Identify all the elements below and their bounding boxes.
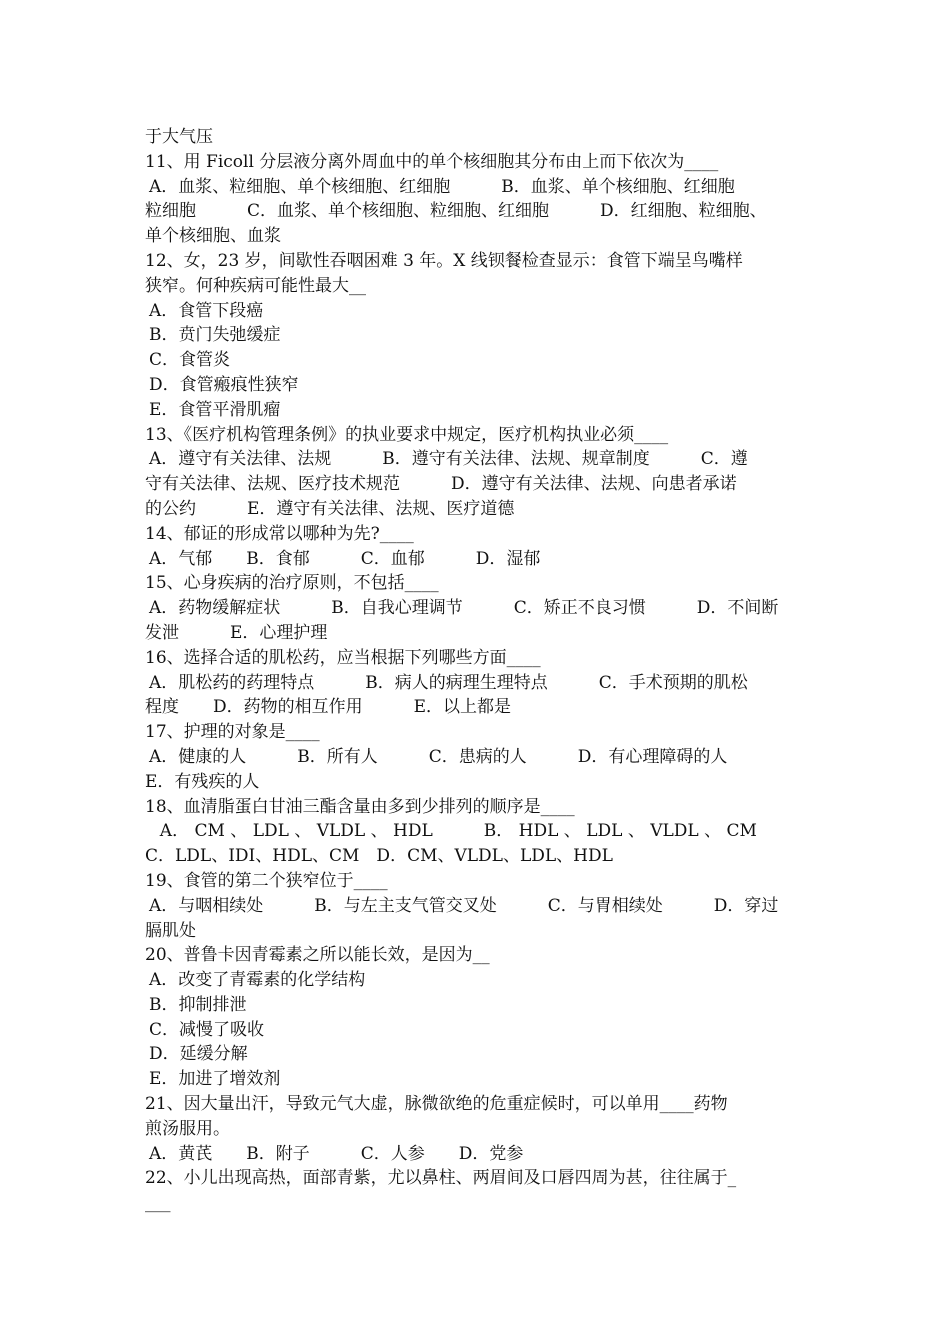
question-text-line: 22、小儿出现高热，面部青紫，尤以鼻柱、两眉间及口唇四周为甚，往往属于_ [145,1168,737,1189]
question-text-line: E．有残疾的人 [145,771,260,792]
question-text-line: 膈肌处 [145,920,196,941]
answer-option-line: C．减慢了吸收 [149,1019,265,1040]
question-text-line: 12、女，23 岁，间歇性吞咽困难 3 年。X 线钡餐检查显示：食管下端呈鸟嘴样 [145,250,743,271]
question-text-line: 粒细胞 C．血浆、单个核细胞、粒细胞、红细胞 D．红细胞、粒细胞、 [145,201,767,222]
answer-option-line: A．与咽相续处 B．与左主支气管交叉处 C．与胃相续处 D．穿过 [149,895,779,916]
answer-option-line: A．肌松药的药理特点 B．病人的病理生理特点 C．手术预期的肌松 [149,672,748,693]
question-text-line: ___ [145,1193,171,1214]
question-text-line: 19、食管的第二个狭窄位于____ [145,870,388,891]
answer-option-line: A．健康的人 B．所有人 C．患病的人 D．有心理障碍的人 [149,746,728,767]
question-text-line: 程度 D．药物的相互作用 E．以上都是 [145,697,512,718]
question-text-line: 单个核细胞、血浆 [145,226,281,247]
answer-option-line: E．食管平滑肌瘤 [149,399,281,420]
question-text-line: 煎汤服用。 [145,1118,230,1139]
answer-option-line: B．贲门失弛缓症 [149,325,281,346]
answer-option-line: B．抑制排泄 [149,994,247,1015]
question-text-line: 17、护理的对象是____ [145,722,320,743]
question-text-line: 于大气压 [145,127,213,147]
answer-option-line: A．黄芪 B．附子 C．人参 D．党参 [149,1143,524,1164]
question-text-line: 20、普鲁卡因青霉素之所以能长效，是因为__ [145,945,490,966]
question-text-line: 18、血清脂蛋白甘油三酯含量由多到少排列的顺序是____ [145,796,575,817]
answer-option-line: A．药物缓解症状 B．自我心理调节 C．矫正不良习惯 D．不间断 [149,598,779,619]
answer-option-line: A．食管下段癌 [149,300,264,321]
question-text-line: 21、因大量出汗，导致元气大虚，脉微欲绝的危重症候时，可以单用____药物 [145,1094,728,1115]
answer-option-line: A． CM 、 LDL 、 VLDL 、 HDL B． HDL 、 LDL 、 VLDL 、 CM [149,821,757,842]
question-text-line: 13、《医疗机构管理条例》的执业要求中规定，医疗机构执业必须____ [145,424,669,445]
answer-option-line: D．延缓分解 [149,1044,248,1065]
answer-option-line: A．血浆、粒细胞、单个核细胞、红细胞 B．血浆、单个核细胞、红细胞 [149,176,735,197]
question-text-line: 15、心身疾病的治疗原则，不包括____ [145,573,439,594]
question-text-line: 11、用 Ficoll 分层液分离外周血中的单个核细胞其分布由上而下依次为____ [145,151,719,172]
answer-option-line: C．食管炎 [149,350,231,371]
answer-option-line: A．气郁 B．食郁 C．血郁 D．湿郁 [149,548,541,569]
question-text-line: 狭窄。何种疾病可能性最大__ [145,275,366,296]
document-page [145,125,810,1216]
question-text-line: 的公约 E．遵守有关法律、法规、医疗道德 [145,498,515,519]
answer-option-line: A．改变了青霉素的化学结构 [149,970,366,991]
question-text-line: 14、郁证的形成常以哪种为先?____ [145,523,414,544]
answer-option-line: E．加进了增效剂 [149,1069,281,1090]
answer-option-line: D．食管瘢痕性狭窄 [149,374,299,395]
question-text-line: 发泄 E．心理护理 [145,622,328,643]
question-text-line: 16、选择合适的肌松药，应当根据下列哪些方面____ [145,647,541,668]
question-text-line: C．LDL、IDI、HDL、CM D．CM、VLDL、LDL、HDL [145,846,613,867]
answer-option-line: A．遵守有关法律、法规 B．遵守有关法律、法规、规章制度 C．遵 [149,449,748,470]
question-text-line: 守有关法律、法规、医疗技术规范 D．遵守有关法律、法规、向患者承诺 [145,474,737,495]
